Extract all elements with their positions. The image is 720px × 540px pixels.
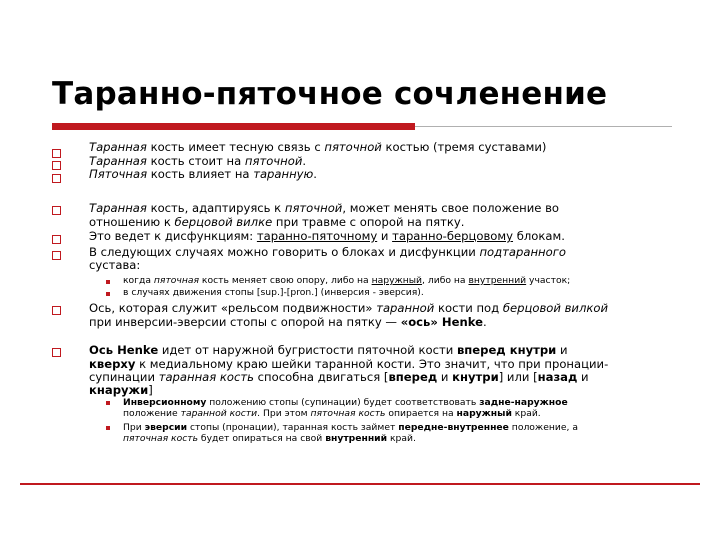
paragraph-line: супинации таранная кость способна двигаться [вперед и кнутри] или [назад и <box>89 370 589 384</box>
sub-bullet-line: При эверсии стопы (пронации), таранная кость займет передне-внутреннее положение, а <box>123 422 578 433</box>
paragraph-line: В следующих случаях можно говорить о блоках и дисфункции подтаранного <box>89 245 566 259</box>
hollow-square-icon <box>52 149 61 158</box>
paragraph-line: Ось Henke идет от наружной бугристости пяточной кости вперед кнутри и <box>89 343 568 357</box>
sub-bullet-line: когда пяточная кость меняет свою опору, либо на наружный, либо на внутренний участок; <box>123 275 571 286</box>
hollow-square-icon <box>52 161 61 170</box>
sub-bullet-line: Инверсионному положению стопы (супинации) будет соответствовать задне-наружное <box>123 397 568 408</box>
footer-rule <box>20 483 700 485</box>
paragraph-line: Ось, которая служит «рельсом подвижности» таранной кости под берцовой вилкой <box>89 301 609 315</box>
paragraph-line: отношению к берцовой вилке при травме с опорой на пятку. <box>89 215 465 229</box>
hollow-square-icon <box>52 206 61 215</box>
paragraph-line: Пяточная кость влияет на таранную. <box>89 167 317 181</box>
paragraph-line: Таранная кость стоит на пяточной. <box>89 154 307 168</box>
hollow-square-icon <box>52 174 61 183</box>
paragraph-line: сустава: <box>89 258 141 272</box>
paragraph-line: Это ведет к дисфункциям: таранно-пяточному и таранно-берцовому блокам. <box>89 229 565 243</box>
filled-square-icon <box>106 292 110 296</box>
sub-bullet-line: в случаях движения стопы [sup.]-[pron.] (инверсия - эверсия). <box>123 287 424 298</box>
filled-square-icon <box>106 401 110 405</box>
paragraph-line: при инверсии-эверсии стопы с опорой на пятку — «ось» Henke. <box>89 315 487 329</box>
hollow-square-icon <box>52 306 61 315</box>
paragraph-line: кверху к медиальному краю шейки таранной кости. Это значит, что при пронации- <box>89 357 609 371</box>
hollow-square-icon <box>52 251 61 260</box>
sub-bullet-line: положение таранной кости. При этом пяточная кость опирается на наружный край. <box>123 408 541 419</box>
hollow-square-icon <box>52 348 61 357</box>
filled-square-icon <box>106 280 110 284</box>
slide-title: Таранно-пяточное сочленение <box>52 76 608 112</box>
paragraph-line: кнаружи] <box>89 383 153 397</box>
title-accent-bar <box>52 123 415 130</box>
paragraph-line: Таранная кость имеет тесную связь с пяточной костью (тремя суставами) <box>89 140 547 154</box>
paragraph-line: Таранная кость, адаптируясь к пяточной, может менять свое положение во <box>89 201 560 215</box>
filled-square-icon <box>106 426 110 430</box>
hollow-square-icon <box>52 235 61 244</box>
sub-bullet-line: пяточная кость будет опираться на свой внутренний край. <box>123 433 416 444</box>
